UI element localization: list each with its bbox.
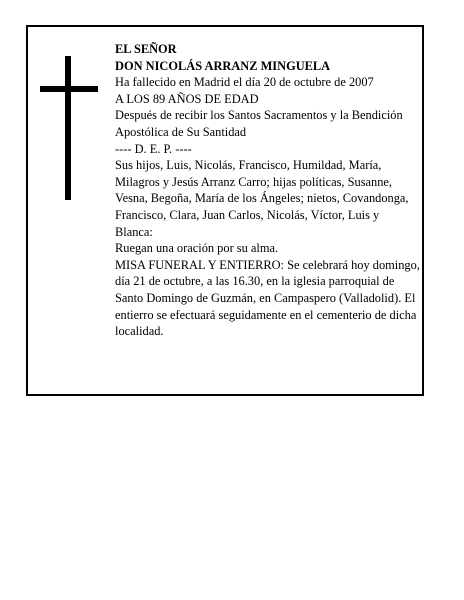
age-statement: A LOS 89 AÑOS DE EDAD [115,91,259,106]
cross-icon [40,56,98,200]
notice-content [115,41,420,340]
notice-title: EL SEÑOR [115,42,177,56]
dep-line: ---- D. E. P. ---- [115,141,192,156]
prayer-request: Ruegan una oración por su alma. [115,241,279,256]
deceased-name: DON NICOLÁS ARRANZ MINGUELA [115,58,331,73]
sacraments-statement: Después de recibir los Santos Sacramentos y la Bendición Apostólica de Su Santidad [115,108,403,139]
family-list: Sus hijos, Luis, Nicolás, Francisco, Humildad, María, Milagros y Jesús Arranz Carro; hijas políticas, Susanne, Vesna, Begoña, María de los Ángeles; nietos, Covandonga, Francisco, Clara, Juan Carlos, Nicolás, Víctor, Luis y Blanca: [115,158,409,239]
death-statement: Ha fallecido en Madrid el día 20 de octubre de 2007 [115,75,374,90]
funeral-details: MISA FUNERAL Y ENTIERRO: Se celebrará hoy domingo, día 21 de octubre, a las 16.30, en la iglesia parroquial de Santo Domingo de Guzmán, en Campaspero (Valladolid). El entierro se efectuará seguidamente en el cementerio de dicha localidad. [115,257,420,339]
cross-horizontal-bar [40,86,98,92]
obituary-notice [26,25,424,396]
cross-vertical-bar [65,56,71,200]
